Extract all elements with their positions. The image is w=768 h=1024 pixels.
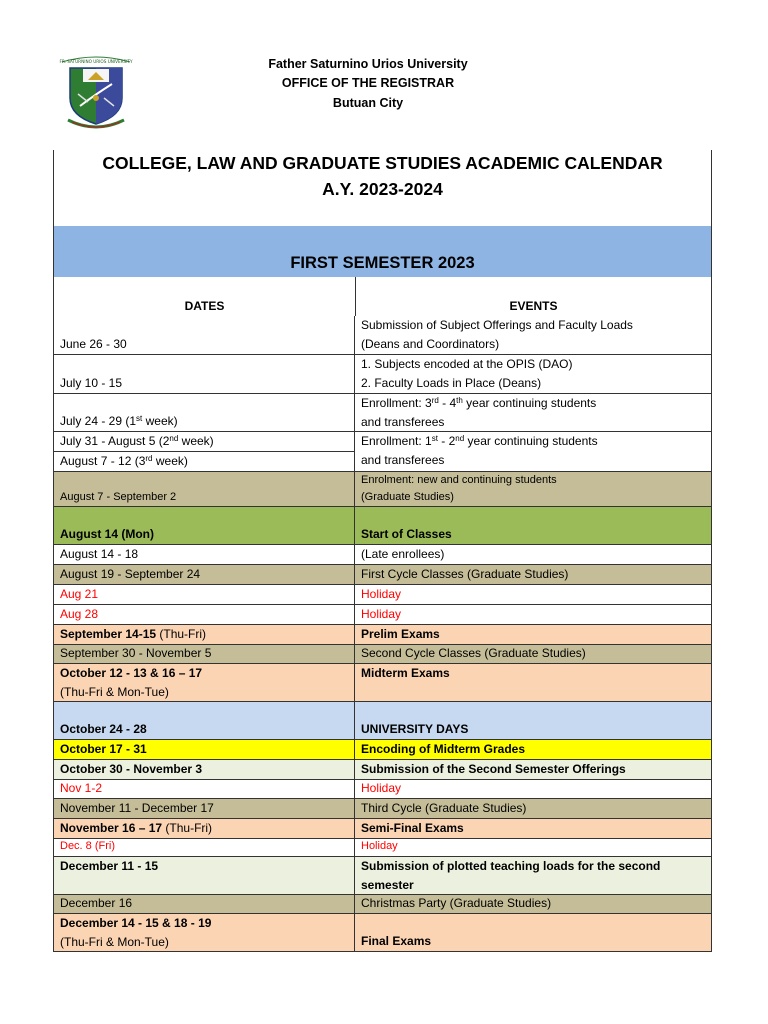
row-date: August 19 - September 24 [60,567,201,581]
row-date: October 17 - 31 [60,742,147,756]
row-date: October 12 - 13 & 16 – 17 [60,666,203,680]
row-event: Enrollment: 3rd - 4th year continuing students [361,396,597,410]
row-event: Second Cycle Classes (Graduate Studies) [361,646,586,660]
dates-column-header: DATES [184,299,225,313]
calendar-table [53,150,712,952]
row-date: August 7 - September 2 [60,491,177,503]
table-row [53,799,712,819]
row-date-secondary: (Thu-Fri & Mon-Tue) [60,685,169,699]
table-row [53,895,712,914]
row-event: Submission of Subject Offerings and Faculty Loads [361,318,633,332]
row-event: Holiday [361,587,402,601]
row-event: Enrolment: new and continuing students [361,474,557,486]
table-row [53,664,712,702]
row-date: December 16 [60,896,133,910]
row-date: October 30 - November 3 [60,762,203,776]
row-date: Nov 1-2 [60,781,103,795]
table-row [53,625,712,645]
university-name: Father Saturnino Urios University [268,57,468,71]
table-row [53,857,712,895]
table-row [53,605,712,625]
city-name: Butuan City [332,96,404,110]
row-event-line2: (Deans and Coordinators) [361,337,500,351]
row-date: October 24 - 28 [60,722,147,736]
row-event: First Cycle Classes (Graduate Studies) [361,567,569,581]
table-row [53,702,712,740]
table-row [53,839,712,857]
row-date: August 14 - 18 [60,547,139,561]
row-event: Start of Classes [361,527,452,541]
table-row [53,914,712,952]
table-row [53,760,712,780]
table-row [53,740,712,760]
table-row [53,316,712,355]
row-event: Holiday [361,607,402,621]
row-date-secondary: August 7 - 12 (3rd week) [60,454,188,468]
row-event-line2: 2. Faculty Loads in Place (Deans) [361,376,542,390]
row-event: (Late enrollees) [361,547,445,561]
table-row [53,507,712,545]
events-column-header: EVENTS [509,299,558,313]
row-event: Encoding of Midterm Grades [361,742,526,756]
row-event: 1. Subjects encoded at the OPIS (DAO) [361,357,573,371]
table-row [53,394,712,432]
table-row [53,780,712,799]
table-row [53,432,712,472]
table-row [53,472,712,507]
row-event-line2: and transferees [361,415,445,429]
row-date: December 14 - 15 & 18 - 19 [60,916,212,930]
table-row [53,355,712,394]
row-event-line2: semester [361,878,414,892]
row-date: December 11 - 15 [60,859,159,873]
row-event-line2: and transferees [361,453,445,467]
row-event: Final Exams [361,934,432,948]
row-event: Third Cycle (Graduate Studies) [361,801,527,815]
row-date: August 14 (Mon) [60,527,154,541]
row-event: Submission of the Second Semester Offerings [361,762,626,776]
academic-year: A.Y. 2023-2024 [322,179,443,199]
row-date-secondary: (Thu-Fri & Mon-Tue) [60,935,169,949]
row-date: July 31 - August 5 (2nd week) [60,434,214,448]
row-date: November 16 – 17 (Thu-Fri) [60,821,213,835]
row-event: Enrollment: 1st - 2nd year continuing students [361,434,598,448]
semester-header [53,226,712,277]
row-event: Holiday [361,781,402,795]
logo-text: FR. SATURNINO URIOS UNIVERSITY [59,59,133,64]
row-date: July 24 - 29 (1st week) [60,414,178,428]
table-row [53,545,712,565]
calendar-title-box [53,150,712,226]
table-row [53,819,712,839]
row-event: UNIVERSITY DAYS [361,722,469,736]
row-event: Midterm Exams [361,666,450,680]
row-event-line2: (Graduate Studies) [361,491,454,503]
table-row [53,645,712,664]
row-event: Prelim Exams [361,627,440,641]
table-row [53,585,712,605]
row-event: Holiday [361,840,398,852]
row-date: June 26 - 30 [60,337,127,351]
row-date: Aug 28 [60,607,99,621]
calendar-title: COLLEGE, LAW AND GRADUATE STUDIES ACADEMIC CALENDAR [102,153,663,173]
row-date: September 14-15 (Thu-Fri) [60,627,207,641]
row-event: Christmas Party (Graduate Studies) [361,896,552,910]
table-row [53,565,712,585]
row-event: Submission of plotted teaching loads for the second [361,859,661,873]
row-date: July 10 - 15 [60,376,123,390]
row-date: Aug 21 [60,587,99,601]
row-event: Semi-Final Exams [361,821,464,835]
column-header-row [53,277,712,317]
semester-title: FIRST SEMESTER 2023 [290,254,475,272]
row-date: Dec. 8 (Fri) [60,840,115,852]
office-name: OFFICE OF THE REGISTRAR [281,76,455,90]
row-date: November 11 - December 17 [60,801,214,815]
row-date: September 30 - November 5 [60,646,212,660]
